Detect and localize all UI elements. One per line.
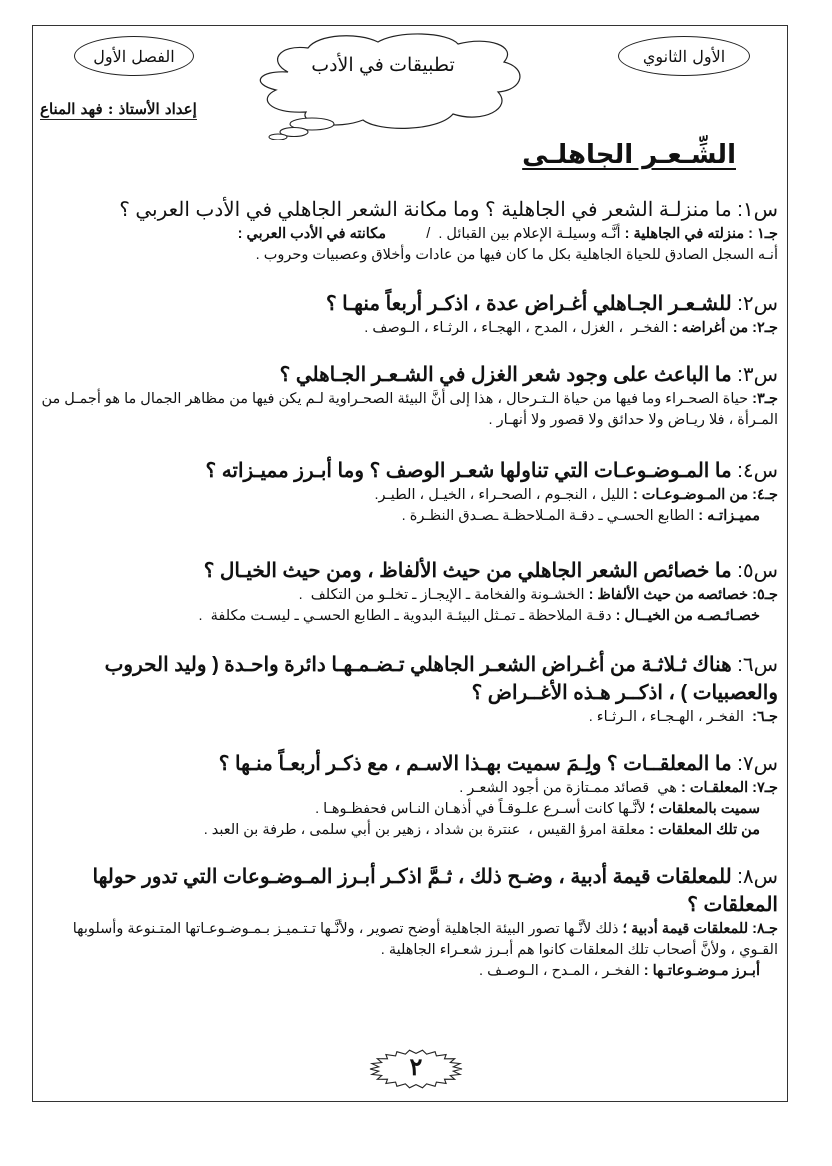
question-number: س٤: bbox=[737, 460, 778, 482]
answer-label: جـ٦: bbox=[752, 709, 778, 725]
answer-text: أنـه السجل الصادق للحياة الجاهلية بكل ما كان فيها من عادات وأخلاق وعصبيات وحروب . bbox=[255, 247, 778, 263]
answer-text: أنَّـه وسيلـة الإعلام بين القبائل . / bbox=[385, 226, 625, 242]
answer-label: مكانته في الأدب العربي : bbox=[237, 226, 386, 242]
question bbox=[36, 196, 778, 224]
question-text: ما المـوضـوعـات التي تناولها شعـر الوصف ؟ وما أبـرز مميـزاته ؟ bbox=[205, 460, 738, 482]
answer-text: الليل ، النجـوم ، الصحـراء ، الخيـل ، الطيـر. bbox=[374, 487, 633, 503]
answer-text: الفخـر ، المـدح ، الـوصـف . bbox=[479, 963, 644, 979]
semester-label: الفصل الأول bbox=[93, 46, 175, 66]
question-number: س٣: bbox=[737, 364, 778, 386]
qa-block bbox=[36, 557, 778, 627]
question bbox=[36, 290, 778, 318]
answer-text: حياة الصحـراء وما فيها من حياة الـتـرحال ، هذا إلى أنَّ البيئة الصحـراوية لـم يكن فيها من مظاهر الجمال ما هو أجمـل من المـرأة ، فلا ريـاض ولا حدائق ولا قصور ولا أنهـار . bbox=[37, 391, 778, 428]
question bbox=[36, 750, 778, 778]
question-number: س٢: bbox=[737, 293, 778, 315]
qa-block bbox=[36, 863, 778, 982]
question bbox=[36, 457, 778, 485]
answer-label: جـ٨: للمعلقات قيمة أدبية ؛ bbox=[622, 921, 778, 937]
semester-badge bbox=[74, 36, 194, 76]
answer-text: معلقة امرؤ القيس ، عنترة بن شداد ، زهير بن أبي سلمى ، طرفة بن العبد . bbox=[203, 822, 650, 838]
qa-block bbox=[36, 196, 778, 266]
answer-label: سميت بالمعلقات ؛ bbox=[649, 801, 760, 817]
answer-line bbox=[36, 506, 778, 527]
question-text: للشـعـر الجـاهلي أغـراض عدة ، اذكـر أربعاً منهـا ؟ bbox=[325, 293, 738, 315]
qa-block bbox=[36, 361, 778, 431]
answer-line bbox=[36, 799, 778, 820]
answer-label: خصـائـصـه من الخيــال : bbox=[615, 608, 760, 624]
answer-text: ذلك لأنَّـها تصور البيئة الجاهلية أوضح تصوير ، ولأنَّـها تـتـميـز بـمـوضـوعـاتها المتـنوعة وأسلوبها القـوي ، ولأنَّ أصحاب تلك المعلقات كانوا هم أبـرز شعـراء الجاهلية . bbox=[68, 921, 778, 958]
answer-label: جـ١ : منزلته في الجاهلية : bbox=[624, 226, 778, 242]
answer-line bbox=[36, 919, 778, 961]
question-text: ما منزلـة الشعر في الجاهلية ؟ وما مكانة الشعر الجاهلي في الأدب العربي ؟ bbox=[119, 199, 738, 221]
answer-label: جـ٣: bbox=[752, 391, 778, 407]
qa-block bbox=[36, 750, 778, 841]
qa-content bbox=[36, 196, 778, 982]
answer-line bbox=[36, 318, 778, 339]
answer-label: من تلك المعلقات : bbox=[649, 822, 760, 838]
answer-label: جـ٢: من أغراضه : bbox=[672, 320, 778, 336]
answer-text: هي قصائد ممـتازة من أجود الشعـر . bbox=[459, 780, 681, 796]
answer-text: الخشـونة والفخامة ـ الإيجـاز ـ تخلـو من التكلف . bbox=[298, 587, 589, 603]
question bbox=[36, 863, 778, 919]
page-title: الشِّـعـر الجاهلـى bbox=[522, 140, 736, 170]
answer-line bbox=[36, 585, 778, 606]
author-line: إعداد الأستاذ : فهد المناع bbox=[40, 100, 197, 118]
question-text: ما الباعث على وجود شعر الغزل في الشـعـر الجـاهلي ؟ bbox=[279, 364, 738, 386]
answer-label: جـ٧: المعلقـات : bbox=[680, 780, 778, 796]
answer-line bbox=[36, 224, 778, 245]
answer-line bbox=[36, 389, 778, 431]
grade-badge bbox=[618, 36, 750, 76]
answer-text: دقـة الملاحظة ـ تمـثل البيئـة البدوية ـ الطابع الحسـي ـ ليسـت مكلفة . bbox=[198, 608, 616, 624]
grade-label: الأول الثانوي bbox=[642, 46, 726, 66]
question-number: س٥: bbox=[737, 560, 778, 582]
answer-line bbox=[36, 778, 778, 799]
answer-line bbox=[36, 961, 778, 982]
answer-label: جـ٥: خصائصه من حيث الألفاظ : bbox=[588, 587, 778, 603]
answer-label: مميـزاتـه : bbox=[698, 508, 760, 524]
answer-text: لأنَّـها كانت أسـرع علـوقـاً في أذهـان النـاس فحفظـوهـا . bbox=[315, 801, 650, 817]
answer-line bbox=[36, 606, 778, 627]
page-number: ٢ bbox=[409, 1052, 423, 1081]
question-number: س٧: bbox=[737, 753, 778, 775]
question-number: س١: bbox=[737, 199, 778, 221]
question bbox=[36, 651, 778, 707]
question bbox=[36, 361, 778, 389]
qa-block bbox=[36, 651, 778, 728]
answer-text: الفخـر ، الهـجـاء ، الـرثـاء . bbox=[588, 709, 753, 725]
question-text: هناك ثـلاثـة من أغـراض الشعـر الجاهلي تـضـمـهـا دائرة واحـدة ( وليد الحروب والعصبيات ) ، اذكــر هـذه الأغــراض ؟ bbox=[104, 654, 778, 704]
question-number: س٦: bbox=[737, 654, 778, 676]
question bbox=[36, 557, 778, 585]
answer-line bbox=[36, 245, 778, 266]
question-number: س٨: bbox=[737, 866, 778, 888]
answer-line bbox=[36, 820, 778, 841]
question-text: ما خصائص الشعر الجاهلي من حيث الألفاظ ، ومن حيث الخيـال ؟ bbox=[203, 560, 738, 582]
answer-text: الفخـر ، الغزل ، المدح ، الهجـاء ، الرثـاء ، الـوصف . bbox=[364, 320, 673, 336]
answer-text: الطابع الحسـي ـ دقـة المـلاحظـة ـصـدق النظـرة . bbox=[401, 508, 699, 524]
answer-label: جـ٤: من المـوضـوعـات : bbox=[632, 487, 778, 503]
thought-cloud-icon bbox=[228, 32, 548, 140]
qa-block bbox=[36, 457, 778, 527]
answer-line bbox=[36, 485, 778, 506]
question-text: ما المعلقــات ؟ ولِـمَ سميت بهـذا الاسـم ، مع ذكـر أربعـاً منـها ؟ bbox=[218, 753, 738, 775]
answer-label: أبـرز مـوضـوعاتـها : bbox=[643, 963, 760, 979]
question-text: للمعلقات قيمة أدبية ، وضـح ذلك ، ثـمَّ اذكـر أبـرز المـوضـوعات التي تدور حولها المعلقات ؟ bbox=[92, 866, 778, 916]
answer-line bbox=[36, 707, 778, 728]
qa-block bbox=[36, 290, 778, 339]
subject-title: تطبيقات في الأدب bbox=[311, 55, 455, 76]
